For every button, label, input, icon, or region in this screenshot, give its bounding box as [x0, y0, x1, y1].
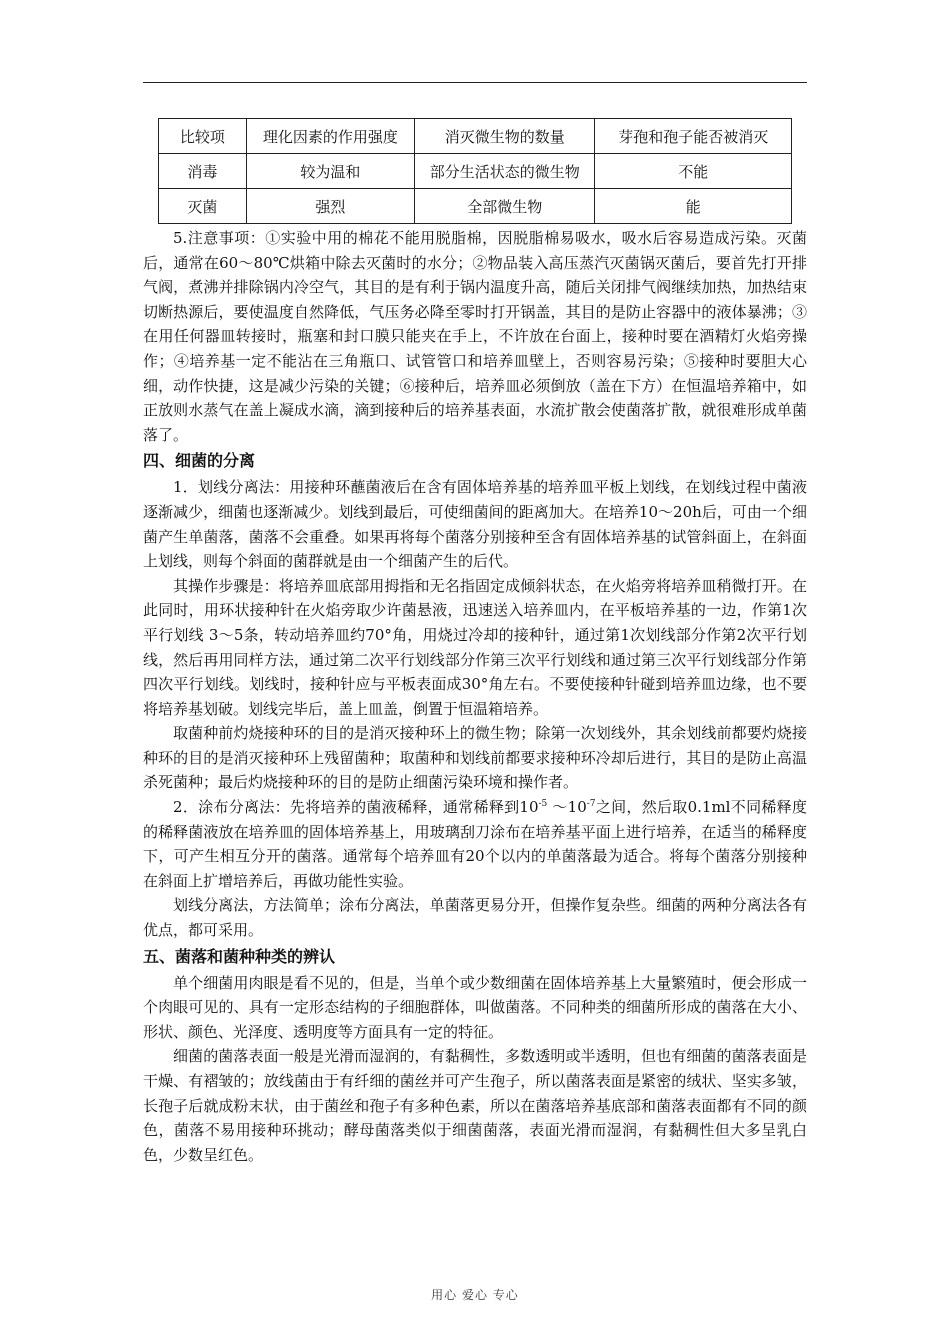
section-heading: 四、细菌的分离: [143, 451, 256, 471]
page-footer: 用心 爱心 专心: [431, 1288, 519, 1302]
procedure-paragraph: 其操作步骤是：将培养皿底部用拇指和无名指固定成倾斜状态，在火焰旁将培养皿稍微打开。在此同时，用环状接种针在火焰旁取少许菌悬液，迅速送入培养皿内，在平板培养基的一边，作第1次平行划线 3～5条，转动培养皿约70°角，用烧过冷却的接种针，通过第1次划线部分作第2次平行划线，然后再用同样方法，通过第二次平行划线部分作第三次平行划线和通过第三次平行划线部分作第四次平行划线。划线时，接种针应与平板表面成30°角左右。不要使接种针碰到培养皿边缘，也不要将培养基划破。划线完毕后，盖上皿盖，倒置于恒温箱培养。: [143, 576, 807, 718]
table-header-cell: 比较项: [159, 119, 247, 154]
table-cell: 能: [595, 189, 792, 224]
text-run: 之间，然后取0.1ml不同稀释度的稀释菌液放在培养皿的固体培养基上，用玻璃刮刀涂布在培养基平面上进行培养，在适当的稀释度下，可产生相互分开的菌落。通常每个培养皿有20个以内的单菌落最为适合。将每个菌落分别接种在斜面上扩增培养后，再做功能性实验。: [143, 798, 807, 890]
colony-features-paragraph: 细菌的菌落表面一般是光滑而湿润的，有黏稠性，多数透明或半透明，但也有细菌的菌落表面是干燥、有褶皱的；放线菌由于有纤细的菌丝并可产生孢子，所以菌落表面是紧密的绒状、坚实多皱，长孢子后就成粉末状，由于菌丝和孢子有多种色素，所以在菌落培养基底部和菌落表面都有不同的颜色，菌落不易用接种环挑动；酵母菌落类似于细菌菌落，表面光滑而湿润，有黏稠性但大多呈乳白色，少数呈红色。: [143, 1047, 807, 1164]
table-header-row: [159, 119, 792, 154]
page-content: [143, 118, 807, 1167]
table-cell: 不能: [595, 154, 792, 189]
colony-definition-paragraph: 单个细菌用肉眼是看不见的，但是，当单个或少数细菌在固体培养基上大量繁殖时，便会形成一个肉眼可见的、具有一定形态结构的子细胞群体，叫做菌落。不同种类的细菌所形成的菌落在大小、形状、颜色、光泽度、透明度等方面具有一定的特征。: [143, 973, 807, 1041]
text-run: ～10: [547, 798, 587, 817]
table-header-cell: 理化因素的作用强度: [246, 119, 414, 154]
table-row: [159, 189, 792, 224]
exponent: -7: [586, 799, 596, 810]
table-cell: 强烈: [246, 189, 414, 224]
header-rule: [143, 82, 807, 83]
sterilize-loop-paragraph: 取菌种前灼烧接种环的目的是消灭接种环上的微生物；除第一次划线外，其余划线前都要灼烧接种环的目的是消灭接种环上残留菌种；取菌种和划线前都要求接种环冷却后进行，其目的是防止高温杀死菌种；最后灼烧接种环的目的是防止细菌污染环境和操作者。: [143, 724, 807, 792]
table-header-cell: 芽孢和孢子能否被消灭: [595, 119, 792, 154]
comparison-table: [158, 118, 792, 224]
table-header-cell: 消灭微生物的数量: [415, 119, 595, 154]
table-cell: 消毒: [159, 154, 247, 189]
table-cell: 灭菌: [159, 189, 247, 224]
method-comparison-paragraph: 划线分离法，方法简单；涂布分离法，单菌落更易分开，但操作复杂些。细菌的两种分离法各有优点，都可采用。: [143, 896, 807, 940]
table-row: [159, 154, 792, 189]
table-cell: 全部微生物: [415, 189, 595, 224]
exponent: -5: [538, 799, 548, 810]
spread-method-paragraph: [143, 795, 807, 893]
text-run: 2．涂布分离法：先将培养的菌液稀释，通常稀释到10: [173, 798, 539, 817]
table-cell: 较为温和: [246, 154, 414, 189]
notes-paragraph: 5.注意事项：①实验中用的棉花不能用脱脂棉，因脱脂棉易吸水，吸水后容易造成污染。灭菌后，通常在60～80℃烘箱中除去灭菌时的水分；②物品装入高压蒸汽灭菌锅灭菌后，要首先打开排气阀，煮沸并排除锅内冷空气，其目的是有利于锅内温度升高，随后关闭排气阀继续加热，加热结束切断热源后，要使温度自然降低，气压务必降至零时打开锅盖，其目的是防止容器中的液体暴沸；③在用任何器皿转接时，瓶塞和封口膜只能夹在手上，不许放在台面上，接种时要在酒精灯火焰旁操作；④培养基一定不能沾在三角瓶口、试管管口和培养皿壁上，否则容易污染；⑤接种时要胆大心细，动作快捷，这是减少污染的关键；⑥接种后，培养皿必须倒放（盖在下方）在恒温培养箱中，如正放则水蒸气在盖上凝成水滴，滴到接种后的培养基表面，水流扩散会使菌落扩散，就很难形成单菌落了。: [143, 229, 807, 444]
table-cell: 部分生活状态的微生物: [415, 154, 595, 189]
section-heading: 五、菌落和菌种种类的辨认: [143, 946, 336, 966]
streak-method-paragraph: 1．划线分离法：用接种环蘸菌液后在含有固体培养基的培养皿平板上划线，在划线过程中菌液逐渐减少，细菌也逐渐减少。划线到最后，可使细菌间的距离加大。在培养10～20h后，可由一个细菌产生单菌落，菌落不会重叠。如果再将每个菌落分别接种至含有固体培养基的试管斜面上，在斜面上划线，则每个斜面的菌群就是由一个细菌产生的后代。: [143, 478, 807, 571]
